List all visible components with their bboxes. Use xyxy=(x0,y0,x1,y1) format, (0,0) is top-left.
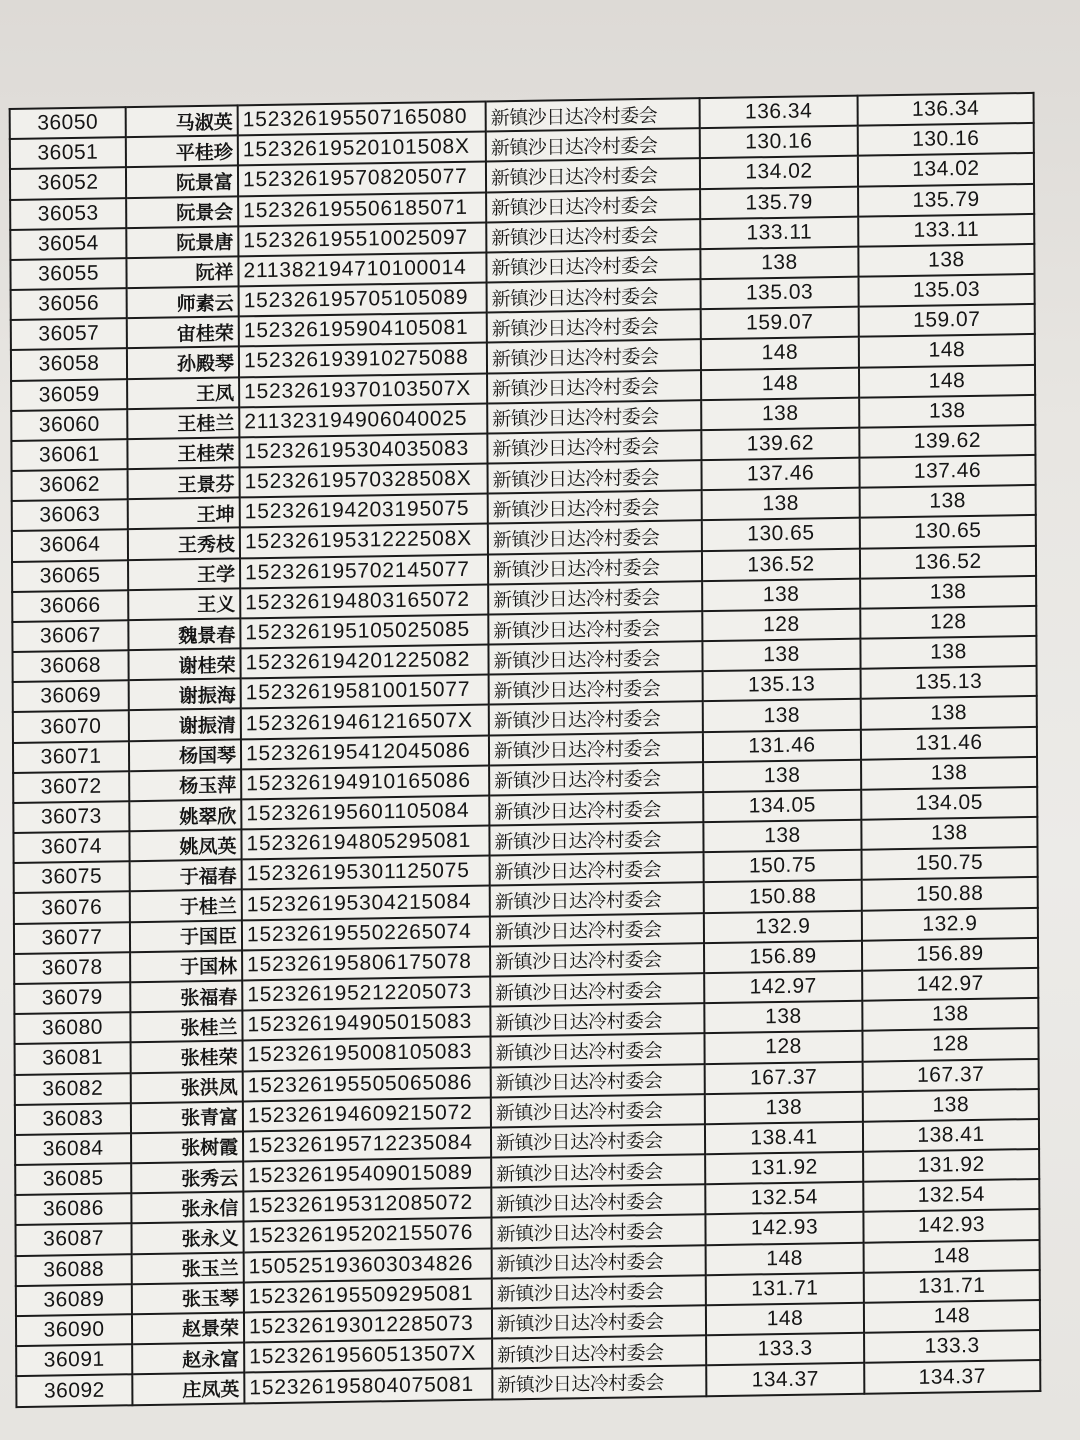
record-number-cell: 36091 xyxy=(16,1344,132,1376)
amount-cell: 148 xyxy=(706,1303,864,1336)
village-committee-cell: 新镇沙日达冷村委会 xyxy=(486,249,700,283)
ledger-sheet xyxy=(9,92,1040,1408)
record-number-cell: 36083 xyxy=(15,1103,131,1135)
amount-total-cell: 139.62 xyxy=(859,425,1035,458)
amount-cell: 138 xyxy=(702,578,860,611)
id-number-cell: 152326195409015089 xyxy=(243,1158,491,1192)
person-name-cell: 师素云 xyxy=(127,286,239,318)
village-committee-cell: 新镇沙日达冷村委会 xyxy=(489,702,703,736)
amount-cell: 138 xyxy=(704,1001,862,1034)
id-number-cell: 211323194906040025 xyxy=(239,403,487,437)
person-name-cell: 赵景荣 xyxy=(132,1312,244,1344)
amount-total-cell: 130.65 xyxy=(860,515,1036,548)
village-committee-cell: 新镇沙日达冷村委会 xyxy=(491,1094,705,1128)
record-number-cell: 36055 xyxy=(10,258,126,290)
amount-cell: 159.07 xyxy=(701,307,859,340)
record-number-cell: 36053 xyxy=(10,198,126,230)
amount-cell: 131.92 xyxy=(705,1152,863,1185)
amount-total-cell: 138 xyxy=(859,395,1035,428)
person-name-cell: 杨国琴 xyxy=(129,739,241,771)
amount-total-cell: 133.11 xyxy=(858,214,1034,247)
village-committee-cell: 新镇沙日达冷村委会 xyxy=(488,521,702,555)
record-number-cell: 36056 xyxy=(11,288,127,320)
amount-cell: 148 xyxy=(701,367,859,400)
ledger-body xyxy=(10,93,1041,1407)
amount-cell: 131.71 xyxy=(706,1272,864,1305)
amount-total-cell: 142.97 xyxy=(862,968,1038,1001)
amount-cell: 138 xyxy=(702,488,860,521)
amount-cell: 138 xyxy=(703,820,861,853)
village-committee-cell: 新镇沙日达冷村委会 xyxy=(487,400,701,434)
amount-total-cell: 148 xyxy=(864,1239,1040,1272)
amount-total-cell: 138 xyxy=(860,576,1036,609)
record-number-cell: 36074 xyxy=(13,831,129,863)
village-committee-cell: 新镇沙日达冷村委会 xyxy=(490,913,704,947)
record-number-cell: 36058 xyxy=(11,349,127,381)
amount-total-cell: 134.02 xyxy=(858,153,1034,186)
amount-cell: 128 xyxy=(702,609,860,642)
amount-total-cell: 138 xyxy=(863,1089,1039,1122)
person-name-cell: 阮景会 xyxy=(126,196,238,228)
village-committee-cell: 新镇沙日达冷村委会 xyxy=(487,279,701,313)
village-committee-cell: 新镇沙日达冷村委会 xyxy=(491,1064,705,1098)
amount-cell: 150.88 xyxy=(704,880,862,913)
record-number-cell: 36081 xyxy=(15,1043,131,1075)
id-number-cell: 152326195705105089 xyxy=(239,283,487,317)
id-number-cell: 152326193012285073 xyxy=(244,1308,492,1342)
person-name-cell: 姚凤英 xyxy=(129,830,241,862)
person-name-cell: 谢振海 xyxy=(129,679,241,711)
village-committee-cell: 新镇沙日达冷村委会 xyxy=(486,98,700,132)
village-committee-cell: 新镇沙日达冷村委会 xyxy=(492,1275,706,1309)
id-number-cell: 152326195212205073 xyxy=(242,977,490,1011)
amount-total-cell: 135.03 xyxy=(859,274,1035,307)
record-number-cell: 36071 xyxy=(13,741,129,773)
person-name-cell: 张洪凤 xyxy=(131,1071,243,1103)
person-name-cell: 平桂珍 xyxy=(126,136,238,168)
amount-cell: 142.93 xyxy=(705,1212,863,1245)
id-number-cell: 150525193603034826 xyxy=(244,1248,492,1282)
person-name-cell: 王学 xyxy=(128,558,240,590)
record-number-cell: 36092 xyxy=(16,1374,132,1407)
record-number-cell: 36076 xyxy=(14,892,130,924)
amount-total-cell: 137.46 xyxy=(859,455,1035,488)
amount-total-cell: 135.79 xyxy=(858,183,1034,216)
amount-total-cell: 128 xyxy=(860,606,1036,639)
amount-cell: 135.03 xyxy=(701,277,859,310)
person-name-cell: 阮景富 xyxy=(126,166,238,198)
person-name-cell: 张福春 xyxy=(130,980,242,1012)
amount-cell: 133.11 xyxy=(700,216,858,249)
id-number-cell: 152326195510025097 xyxy=(238,222,486,256)
amount-cell: 138 xyxy=(705,1091,863,1124)
amount-cell: 138 xyxy=(703,699,861,732)
record-number-cell: 36070 xyxy=(13,711,129,743)
amount-cell: 156.89 xyxy=(704,941,862,974)
id-number-cell: 152326195506185071 xyxy=(238,192,486,226)
id-number-cell: 152326195412045086 xyxy=(241,735,489,769)
person-name-cell: 谢振清 xyxy=(129,709,241,741)
person-name-cell: 张永信 xyxy=(131,1192,243,1224)
village-committee-cell: 新镇沙日达冷村委会 xyxy=(488,611,702,645)
id-number-cell: 152326195702145077 xyxy=(240,554,488,588)
person-name-cell: 庄凤英 xyxy=(132,1373,244,1406)
person-name-cell: 王桂荣 xyxy=(127,437,239,469)
amount-cell: 132.54 xyxy=(705,1182,863,1215)
amount-total-cell: 142.93 xyxy=(863,1209,1039,1242)
id-number-cell: 152326194201225082 xyxy=(240,645,488,679)
id-number-cell: 152326195502265074 xyxy=(242,916,490,950)
id-number-cell: 152326195304215084 xyxy=(242,886,490,920)
id-number-cell: 152326195810015077 xyxy=(241,675,489,709)
id-number-cell: 15232619370103507X xyxy=(239,373,487,407)
village-committee-cell: 新镇沙日达冷村委会 xyxy=(489,762,703,796)
amount-cell: 132.9 xyxy=(704,910,862,943)
amount-cell: 130.65 xyxy=(702,518,860,551)
person-name-cell: 张永义 xyxy=(131,1222,243,1254)
ledger-table xyxy=(9,92,1042,1408)
record-number-cell: 36061 xyxy=(11,439,127,471)
record-number-cell: 36073 xyxy=(13,801,129,833)
record-number-cell: 36051 xyxy=(10,137,126,169)
person-name-cell: 张青富 xyxy=(131,1101,243,1133)
village-committee-cell: 新镇沙日达冷村委会 xyxy=(486,219,700,253)
amount-total-cell: 150.88 xyxy=(862,877,1038,910)
person-name-cell: 王秀枝 xyxy=(128,528,240,560)
village-committee-cell: 新镇沙日达冷村委会 xyxy=(491,1154,705,1188)
id-number-cell: 152326194203195075 xyxy=(240,494,488,528)
id-number-cell: 152326195304035083 xyxy=(239,433,487,467)
id-number-cell: 152326195806175078 xyxy=(242,946,490,980)
person-name-cell: 谢桂荣 xyxy=(128,649,240,681)
amount-cell: 148 xyxy=(706,1242,864,1275)
id-number-cell: 152326195008105083 xyxy=(243,1037,491,1071)
person-name-cell: 王义 xyxy=(128,588,240,620)
amount-cell: 138 xyxy=(700,247,858,280)
village-committee-cell: 新镇沙日达冷村委会 xyxy=(488,551,702,585)
record-number-cell: 36067 xyxy=(12,620,128,652)
id-number-cell: 15232619520101508X xyxy=(238,132,486,166)
amount-total-cell: 134.37 xyxy=(864,1360,1040,1394)
village-committee-cell: 新镇沙日达冷村委会 xyxy=(492,1305,706,1339)
record-number-cell: 36072 xyxy=(13,771,129,803)
village-committee-cell: 新镇沙日达冷村委会 xyxy=(492,1365,706,1399)
amount-total-cell: 138.41 xyxy=(863,1119,1039,1152)
person-name-cell: 马淑英 xyxy=(126,105,238,137)
amount-total-cell: 148 xyxy=(864,1300,1040,1333)
village-committee-cell: 新镇沙日达冷村委会 xyxy=(491,1124,705,1158)
village-committee-cell: 新镇沙日达冷村委会 xyxy=(489,732,703,766)
village-committee-cell: 新镇沙日达冷村委会 xyxy=(489,792,703,826)
person-name-cell: 于国臣 xyxy=(130,920,242,952)
record-number-cell: 36077 xyxy=(14,922,130,954)
id-number-cell: 15232619531222508X xyxy=(240,524,488,558)
person-name-cell: 姚翠欣 xyxy=(129,799,241,831)
id-number-cell: 152326194609215072 xyxy=(243,1097,491,1131)
amount-cell: 133.3 xyxy=(706,1333,864,1366)
amount-cell: 139.62 xyxy=(701,428,859,461)
id-number-cell: 152326195904105081 xyxy=(239,313,487,347)
amount-total-cell: 131.71 xyxy=(864,1270,1040,1303)
amount-total-cell: 136.34 xyxy=(858,93,1034,126)
id-number-cell: 152326195804075081 xyxy=(244,1369,492,1404)
person-name-cell: 王桂兰 xyxy=(127,407,239,439)
village-committee-cell: 新镇沙日达冷村委会 xyxy=(488,641,702,675)
person-name-cell: 杨玉萍 xyxy=(129,769,241,801)
amount-total-cell: 148 xyxy=(859,334,1035,367)
village-committee-cell: 新镇沙日达冷村委会 xyxy=(490,943,704,977)
amount-total-cell: 138 xyxy=(861,696,1037,729)
record-number-cell: 36080 xyxy=(14,1012,130,1044)
record-number-cell: 36087 xyxy=(16,1224,132,1256)
amount-total-cell: 135.13 xyxy=(861,666,1037,699)
amount-total-cell: 159.07 xyxy=(859,304,1035,337)
person-name-cell: 张玉琴 xyxy=(132,1282,244,1314)
amount-cell: 135.13 xyxy=(703,669,861,702)
record-number-cell: 36052 xyxy=(10,168,126,200)
amount-total-cell: 131.46 xyxy=(861,727,1037,760)
person-name-cell: 于国林 xyxy=(130,950,242,982)
record-number-cell: 36068 xyxy=(13,650,129,682)
id-number-cell: 15232619560513507X xyxy=(244,1339,492,1373)
amount-cell: 134.37 xyxy=(706,1363,864,1396)
amount-total-cell: 130.16 xyxy=(858,123,1034,156)
amount-total-cell: 136.52 xyxy=(860,546,1036,579)
record-number-cell: 36085 xyxy=(15,1163,131,1195)
amount-cell: 138 xyxy=(702,639,860,672)
id-number-cell: 152326194805295081 xyxy=(241,826,489,860)
record-number-cell: 36088 xyxy=(16,1254,132,1286)
village-committee-cell: 新镇沙日达冷村委会 xyxy=(486,128,700,162)
person-name-cell: 王坤 xyxy=(128,498,240,530)
id-number-cell: 152326195507165080 xyxy=(238,102,486,136)
village-committee-cell: 新镇沙日达冷村委会 xyxy=(488,581,702,615)
id-number-cell: 152326195312085072 xyxy=(243,1188,491,1222)
amount-total-cell: 138 xyxy=(858,244,1034,277)
record-number-cell: 36050 xyxy=(10,107,126,139)
village-committee-cell: 新镇沙日达冷村委会 xyxy=(490,1003,704,1037)
village-committee-cell: 新镇沙日达冷村委会 xyxy=(490,973,704,1007)
record-number-cell: 36089 xyxy=(16,1284,132,1316)
amount-total-cell: 138 xyxy=(861,817,1037,850)
amount-total-cell: 128 xyxy=(862,1028,1038,1061)
village-committee-cell: 新镇沙日达冷村委会 xyxy=(487,340,701,374)
amount-total-cell: 138 xyxy=(860,636,1036,669)
id-number-cell: 152326195505065086 xyxy=(243,1067,491,1101)
id-number-cell: 152326195712235084 xyxy=(243,1127,491,1161)
village-committee-cell: 新镇沙日达冷村委会 xyxy=(491,1184,705,1218)
village-committee-cell: 新镇沙日达冷村委会 xyxy=(488,490,702,524)
amount-cell: 148 xyxy=(701,337,859,370)
id-number-cell: 15232619570328508X xyxy=(240,464,488,498)
record-number-cell: 36090 xyxy=(16,1314,132,1346)
village-committee-cell: 新镇沙日达冷村委会 xyxy=(492,1245,706,1279)
id-number-cell: 152326194910165086 xyxy=(241,765,489,799)
amount-cell: 142.97 xyxy=(704,971,862,1004)
person-name-cell: 孙殿琴 xyxy=(127,347,239,379)
village-committee-cell: 新镇沙日达冷村委会 xyxy=(487,430,701,464)
id-number-cell: 152326195105025085 xyxy=(240,614,488,648)
amount-cell: 134.02 xyxy=(700,156,858,189)
record-number-cell: 36062 xyxy=(12,469,128,501)
amount-cell: 150.75 xyxy=(704,850,862,883)
amount-cell: 136.52 xyxy=(702,548,860,581)
record-number-cell: 36086 xyxy=(15,1193,131,1225)
person-name-cell: 阮祥 xyxy=(126,256,238,288)
id-number-cell: 152326194803165072 xyxy=(240,584,488,618)
village-committee-cell: 新镇沙日达冷村委会 xyxy=(490,852,704,886)
person-name-cell: 张秀云 xyxy=(131,1161,243,1193)
village-committee-cell: 新镇沙日达冷村委会 xyxy=(487,370,701,404)
person-name-cell: 王凤 xyxy=(127,377,239,409)
village-committee-cell: 新镇沙日达冷村委会 xyxy=(488,460,702,494)
person-name-cell: 王景芬 xyxy=(128,467,240,499)
id-number-cell: 152326195301125075 xyxy=(242,856,490,890)
record-number-cell: 36066 xyxy=(12,590,128,622)
amount-total-cell: 138 xyxy=(860,485,1036,518)
amount-cell: 137.46 xyxy=(701,458,859,491)
amount-cell: 136.34 xyxy=(700,96,858,129)
id-number-cell: 152326195509295081 xyxy=(244,1278,492,1312)
person-name-cell: 张桂兰 xyxy=(130,1011,242,1043)
person-name-cell: 于福春 xyxy=(130,860,242,892)
record-number-cell: 36059 xyxy=(11,379,127,411)
id-number-cell: 152326194905015083 xyxy=(242,1007,490,1041)
person-name-cell: 阮景唐 xyxy=(126,226,238,258)
person-name-cell: 赵永富 xyxy=(132,1343,244,1375)
record-number-cell: 36078 xyxy=(14,952,130,984)
amount-total-cell: 138 xyxy=(862,998,1038,1031)
amount-total-cell: 138 xyxy=(861,757,1037,790)
record-number-cell: 36057 xyxy=(11,318,127,350)
id-number-cell: 152326195202155076 xyxy=(243,1218,491,1252)
amount-total-cell: 131.92 xyxy=(863,1149,1039,1182)
id-number-cell: 211382194710100014 xyxy=(238,252,486,286)
record-number-cell: 36065 xyxy=(12,560,128,592)
record-number-cell: 36063 xyxy=(12,499,128,531)
village-committee-cell: 新镇沙日达冷村委会 xyxy=(486,189,700,223)
id-number-cell: 15232619461216507X xyxy=(241,705,489,739)
id-number-cell: 152326193910275088 xyxy=(239,343,487,377)
record-number-cell: 36082 xyxy=(15,1073,131,1105)
amount-cell: 138.41 xyxy=(705,1122,863,1155)
record-number-cell: 36075 xyxy=(14,862,130,894)
amount-total-cell: 167.37 xyxy=(863,1058,1039,1091)
record-number-cell: 36069 xyxy=(13,680,129,712)
amount-cell: 138 xyxy=(701,397,859,430)
amount-cell: 130.16 xyxy=(700,126,858,159)
amount-total-cell: 148 xyxy=(859,364,1035,397)
village-committee-cell: 新镇沙日达冷村委会 xyxy=(491,1215,705,1249)
record-number-cell: 36054 xyxy=(10,228,126,260)
id-number-cell: 152326195708205077 xyxy=(238,162,486,196)
person-name-cell: 张桂荣 xyxy=(131,1041,243,1073)
amount-cell: 131.46 xyxy=(703,729,861,762)
person-name-cell: 张玉兰 xyxy=(132,1252,244,1284)
amount-total-cell: 150.75 xyxy=(862,847,1038,880)
village-committee-cell: 新镇沙日达冷村委会 xyxy=(486,159,700,193)
amount-total-cell: 133.3 xyxy=(864,1330,1040,1363)
amount-total-cell: 134.05 xyxy=(861,787,1037,820)
amount-cell: 167.37 xyxy=(705,1061,863,1094)
amount-total-cell: 132.54 xyxy=(863,1179,1039,1212)
amount-cell: 128 xyxy=(704,1031,862,1064)
record-number-cell: 36064 xyxy=(12,530,128,562)
id-number-cell: 152326195601105084 xyxy=(241,796,489,830)
village-committee-cell: 新镇沙日达冷村委会 xyxy=(487,309,701,343)
amount-cell: 134.05 xyxy=(703,790,861,823)
village-committee-cell: 新镇沙日达冷村委会 xyxy=(492,1335,706,1369)
village-committee-cell: 新镇沙日达冷村委会 xyxy=(490,883,704,917)
person-name-cell: 张树霞 xyxy=(131,1131,243,1163)
village-committee-cell: 新镇沙日达冷村委会 xyxy=(491,1034,705,1068)
amount-cell: 135.79 xyxy=(700,186,858,219)
amount-total-cell: 156.89 xyxy=(862,938,1038,971)
person-name-cell: 魏景春 xyxy=(128,618,240,650)
village-committee-cell: 新镇沙日达冷村委会 xyxy=(489,822,703,856)
amount-total-cell: 132.9 xyxy=(862,908,1038,941)
record-number-cell: 36060 xyxy=(11,409,127,441)
person-name-cell: 于桂兰 xyxy=(130,890,242,922)
amount-cell: 138 xyxy=(703,759,861,792)
village-committee-cell: 新镇沙日达冷村委会 xyxy=(489,671,703,705)
record-number-cell: 36079 xyxy=(14,982,130,1014)
record-number-cell: 36084 xyxy=(15,1133,131,1165)
person-name-cell: 宙桂荣 xyxy=(127,317,239,349)
